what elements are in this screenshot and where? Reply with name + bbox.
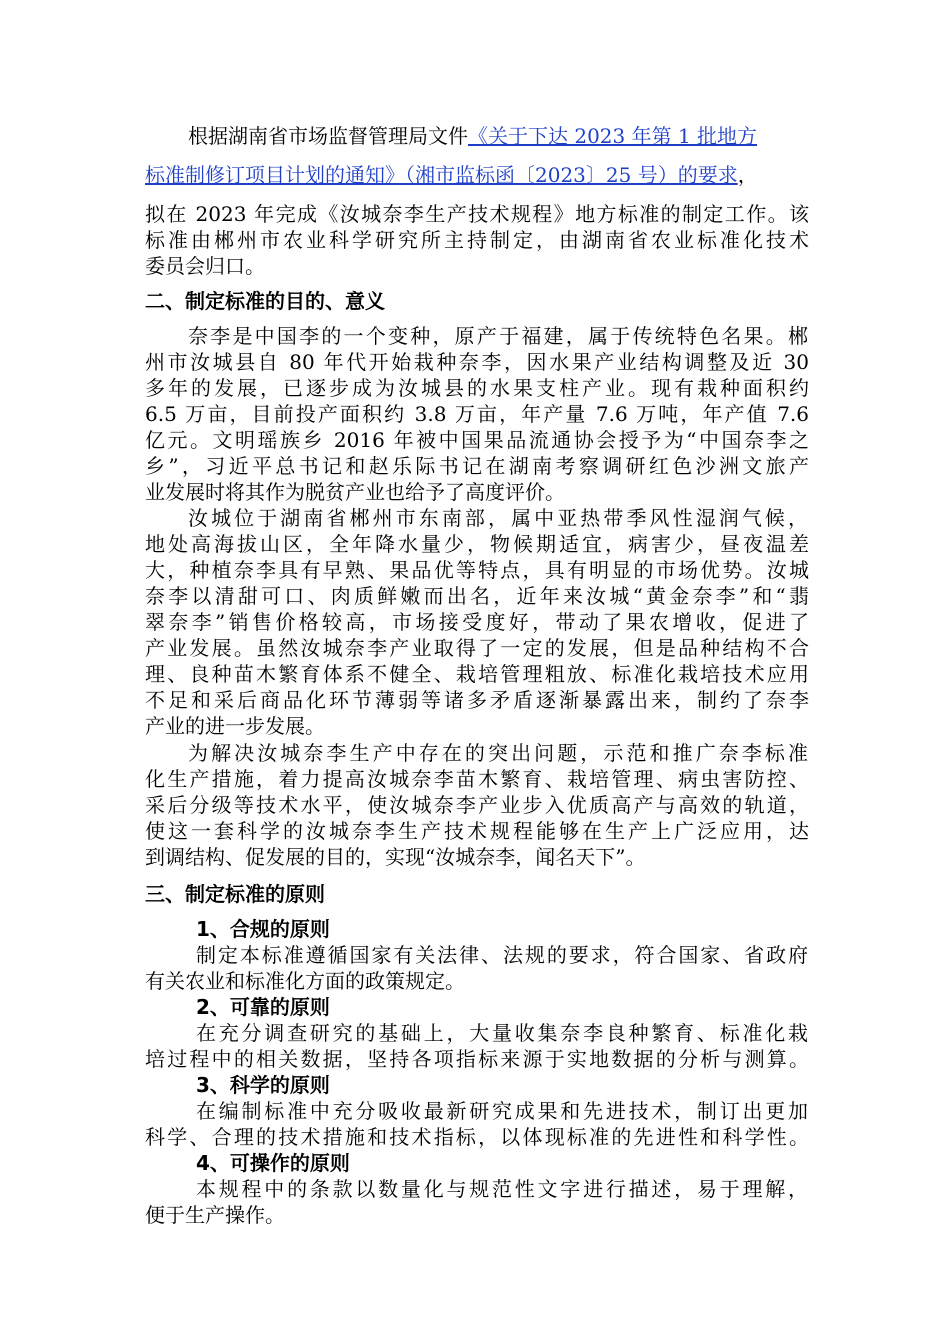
notice-link-part2[interactable]: 标准制修订项目计划的通知》（湘市监标函〔2023〕25 号）的要求 [145,163,738,187]
s2-p1-line: 业发展时将其作为脱贫产业也给予了高度评价。 [145,480,565,504]
s2-p3-line: 为解决汝城奈李生产中存在的突出问题，示范和推广奈李标准 [188,741,808,765]
s2-p2-line: 不足和采后商品化环节薄弱等诸多矛盾逐渐暴露出来，制约了奈李 [145,688,809,712]
s2-p2-line: 地处高海拔山区，全年降水量少，物候期适宜，病害少，昼夜温差 [145,532,809,556]
intro-text: 根据湖南省市场监督管理局文件 [188,124,468,148]
s2-p2-line: 产业的进一步发展。 [145,714,325,738]
s2-p2-line: 理、良种苗木繁育体系不健全、栽培管理粗放、标准化栽培技术应用 [145,662,809,686]
s2-p2-line: 奈李以清甜可口、肉质鲜嫩而出名，近年来汝城“黄金奈李”和“翡 [145,584,809,608]
principle-title: 1、合规的原则 [196,917,330,941]
section2-heading: 二、制定标准的目的、意义 [145,289,385,313]
s2-p1-line: 6.5 万亩，目前投产面积约 3.8 万亩，年产量 7.6 万吨，年产值 7.6 [145,402,809,426]
principle-line: 科学、合理的技术措施和技术指标，以体现标准的先进性和科学性。 [145,1125,809,1149]
intro-line-4: 标准由郴州市农业科学研究所主持制定，由湖南省农业标准化技术 [145,228,809,252]
s2-p3-line: 化生产措施，着力提高汝城奈李苗木繁育、栽培管理、病虫害防控、 [145,767,809,791]
principle-line: 培过程中的相关数据，坚持各项指标来源于实地数据的分析与测算。 [145,1047,809,1071]
s2-p2-line: 大，种植奈李具有早熟、果品优等特点，具有明显的市场优势。汝城 [145,558,809,582]
intro-line-2 [145,162,758,188]
principle-line: 在编制标准中充分吸收最新研究成果和先进技术，制订出更加 [196,1099,808,1123]
s2-p2-line: 产业发展。虽然汝城奈李产业取得了一定的发展，但是品种结构不合 [145,636,809,660]
principle-line: 制定本标准遵循国家有关法律、法规的要求，符合国家、省政府 [196,943,808,967]
notice-link-part1[interactable]: 《关于下达 2023 年第 1 批地方 [468,124,758,148]
principle-title: 4、可操作的原则 [196,1151,350,1175]
s2-p1-line: 州市汝城县自 80 年代开始栽种奈李，因水果产业结构调整及近 30 [145,350,809,374]
s2-p3-line: 采后分级等技术水平，使汝城奈李产业步入优质高产与高效的轨道， [145,793,809,817]
s2-p1-line: 奈李是中国李的一个变种，原产于福建，属于传统特色名果。郴 [188,324,808,348]
principle-line: 在充分调查研究的基础上，大量收集奈李良种繁育、标准化栽 [196,1021,808,1045]
s2-p3-line: 到调结构、促发展的目的，实现“汝城奈李，闻名天下”。 [145,845,646,869]
s2-p1-line: 亿元。文明瑶族乡 2016 年被中国果品流通协会授予为“中国奈李之 [145,428,809,452]
intro-line-5: 委员会归口。 [145,254,265,278]
s2-p1-line: 多年的发展，已逐步成为汝城县的水果支柱产业。现有栽种面积约 [145,376,809,400]
principle-line: 本规程中的条款以数量化与规范性文字进行描述，易于理解， [196,1177,808,1201]
principle-title: 2、可靠的原则 [196,995,330,1019]
s2-p2-line: 汝城位于湖南省郴州市东南部，属中亚热带季风性湿润气候， [188,506,808,530]
principle-line: 便于生产操作。 [145,1203,285,1227]
principle-line: 有关农业和标准化方面的政策规定。 [145,969,465,993]
intro-line-3: 拟在 2023 年完成《汝城奈李生产技术规程》地方标准的制定工作。该 [145,202,809,226]
intro-line-1 [188,123,757,149]
s2-p2-line: 翠奈李”销售价格较高，市场接受度好，带动了果农增收，促进了 [145,610,809,634]
s2-p1-line: 乡”，习近平总书记和赵乐际书记在湖南考察调研红色沙洲文旅产 [145,454,809,478]
s2-p3-line: 使这一套科学的汝城奈李生产技术规程能够在生产上广泛应用，达 [145,819,809,843]
principle-title: 3、科学的原则 [196,1073,330,1097]
section3-heading: 三、制定标准的原则 [145,882,325,906]
intro-punct: ， [737,163,758,187]
